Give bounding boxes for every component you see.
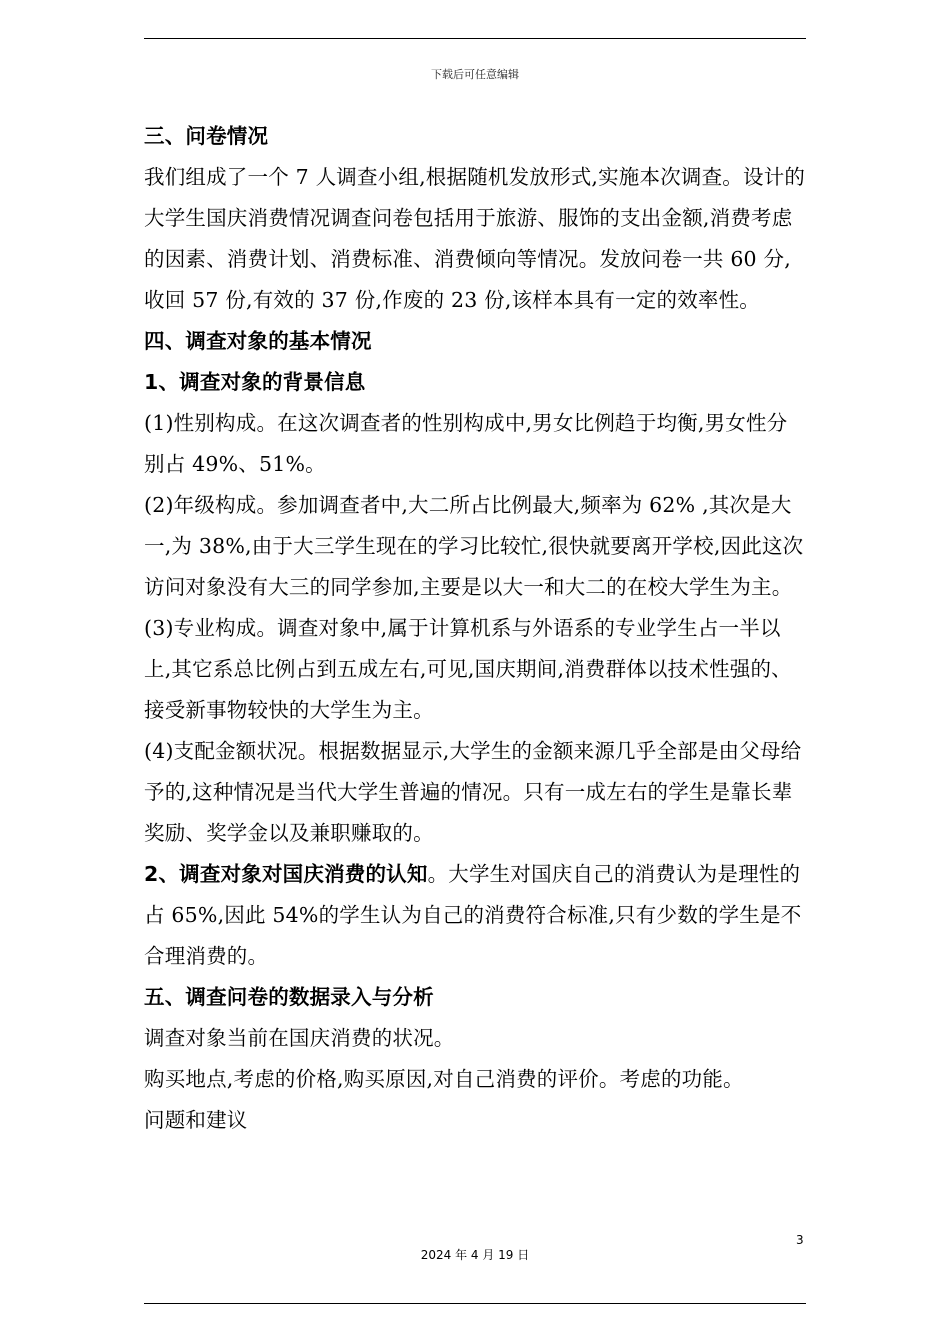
section-4-2-text: 。大学生对国庆自己的消费认为是理性的占 65%,因此 54%的学生认为自己的消费符合标准,只有少数的学生是不合理消费的。 — [144, 862, 802, 968]
section-4-heading: 四、调查对象的基本情况 — [144, 329, 372, 353]
section-3-heading: 三、问卷情况 — [144, 124, 269, 148]
footer-rule — [144, 1303, 806, 1304]
section-4-2-heading: 2、调查对象对国庆消费的认知 — [144, 862, 428, 886]
section-3-paragraph: 我们组成了一个 7 人调查小组,根据随机发放形式,实施本次调查。设计的大学生国庆消费情况调查问卷包括用于旅游、服饰的支出金额,消费考虑的因素、消费计划、消费标准、消费倾向等情况。发放问卷一共 60 分,收回 57 份,有效的 37 份,作废的 23 份,该样本具有一定的效率性。 — [144, 165, 806, 312]
header-rule — [144, 38, 806, 39]
section-4-1-heading: 1、调查对象的背景信息 — [144, 370, 366, 394]
gender-paragraph: (1)性别构成。在这次调查者的性别构成中,男女比例趋于均衡,男女性分别占 49%、51%。 — [144, 411, 788, 476]
spending-paragraph: (4)支配金额状况。根据数据显示,大学生的金额来源几乎全部是由父母给予的,这种情况是当代大学生普遍的情况。只有一成左右的学生是靠长辈奖励、奖学金以及兼职赚取的。 — [144, 739, 802, 845]
section-5-heading: 五、调查问卷的数据录入与分析 — [144, 985, 434, 1009]
document-body — [144, 116, 806, 1141]
header-note: 下载后可任意编辑 — [431, 68, 519, 81]
section-4-2-paragraph — [144, 854, 806, 977]
section-5-line-1: 调查对象当前在国庆消费的状况。 — [144, 1026, 455, 1050]
grade-paragraph: (2)年级构成。参加调查者中,大二所占比例最大,频率为 62% ,其次是大一,为 38%,由于大三学生现在的学习比较忙,很快就要离开学校,因此这次访问对象没有大三的同学参加,主要是以大一和大二的在校大学生为主。 — [144, 493, 804, 599]
page-number: 3 — [796, 1233, 804, 1247]
section-5-line-3: 问题和建议 — [144, 1108, 248, 1132]
footer-date: 2024 年 4 月 19 日 — [420, 1248, 530, 1262]
section-5-line-2: 购买地点,考虑的价格,购买原因,对自己消费的评价。考虑的功能。 — [144, 1067, 744, 1091]
major-paragraph: (3)专业构成。调查对象中,属于计算机系与外语系的专业学生占一半以上,其它系总比例占到五成左右,可见,国庆期间,消费群体以技术性强的、接受新事物较快的大学生为主。 — [144, 616, 792, 722]
